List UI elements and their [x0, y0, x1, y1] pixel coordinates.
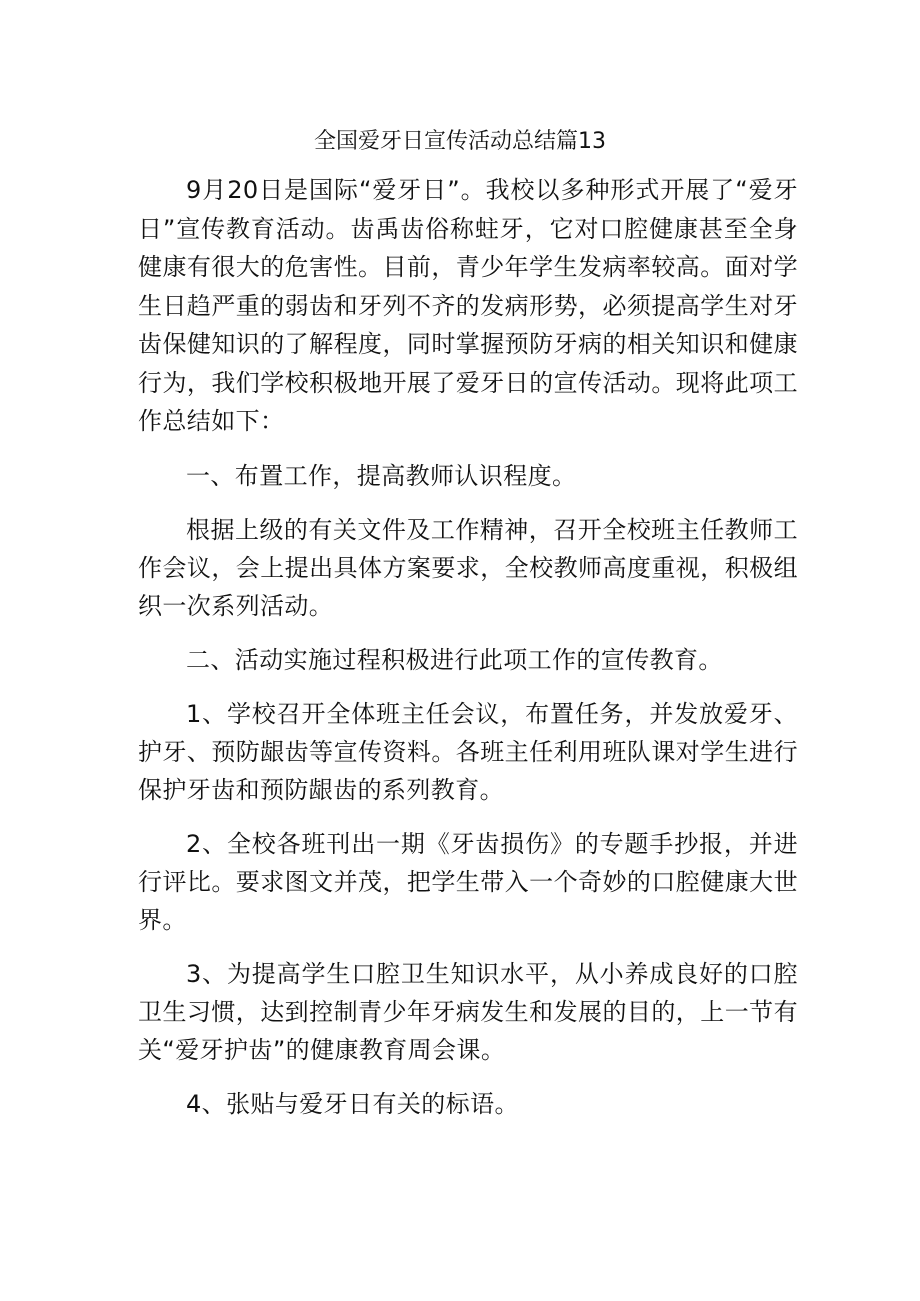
paragraph-item-2: 2、全校各班刊出一期《牙齿损伤》的专题手抄报，并进行评比。要求图文并茂，把学生带入一个奇妙的口腔健康大世界。: [138, 829, 798, 934]
paragraph-item-3: 3、为提高学生口腔卫生知识水平，从小养成良好的口腔卫生习惯，达到控制青少年牙病发生和发展的目的，上一节有关“爱牙护齿”的健康教育周会课。: [138, 959, 798, 1064]
paragraph-item-4: 4、张贴与爱牙日有关的标语。: [186, 1089, 519, 1118]
section-heading-2: 二、活动实施过程积极进行此项工作的宣传教育。: [186, 645, 723, 674]
document-title: 全国爱牙日宣传活动总结篇13: [314, 129, 606, 154]
paragraph-section-1: 根据上级的有关文件及工作精神，召开全校班主任教师工作会议，会上提出具体方案要求，全校教师高度重视，积极组织一次系列活动。: [138, 515, 798, 620]
paragraph-intro: 9月20日是国际“爱牙日”。我校以多种形式开展了“爱牙日”宣传教育活动。齿禹齿俗称蛀牙，它对口腔健康甚至全身健康有很大的危害性。目前，青少年学生发病率较高。面对学生日趋严重的弱齿和牙列不齐的发病形势，必须提高学生对牙齿保健知识的了解程度，同时掌握预防牙病的相关知识和健康行为，我们学校积极地开展了爱牙日的宣传活动。现将此项工作总结如下：: [138, 176, 798, 435]
paragraph-item-1: 1、学校召开全体班主任会议，布置任务，并发放爱牙、护牙、预防龈齿等宣传资料。各班主任利用班队课对学生进行保护牙齿和预防龈齿的系列教育。: [138, 699, 798, 804]
section-heading-1: 一、布置工作，提高教师认识程度。: [186, 461, 577, 490]
document-body: [138, 171, 798, 1123]
